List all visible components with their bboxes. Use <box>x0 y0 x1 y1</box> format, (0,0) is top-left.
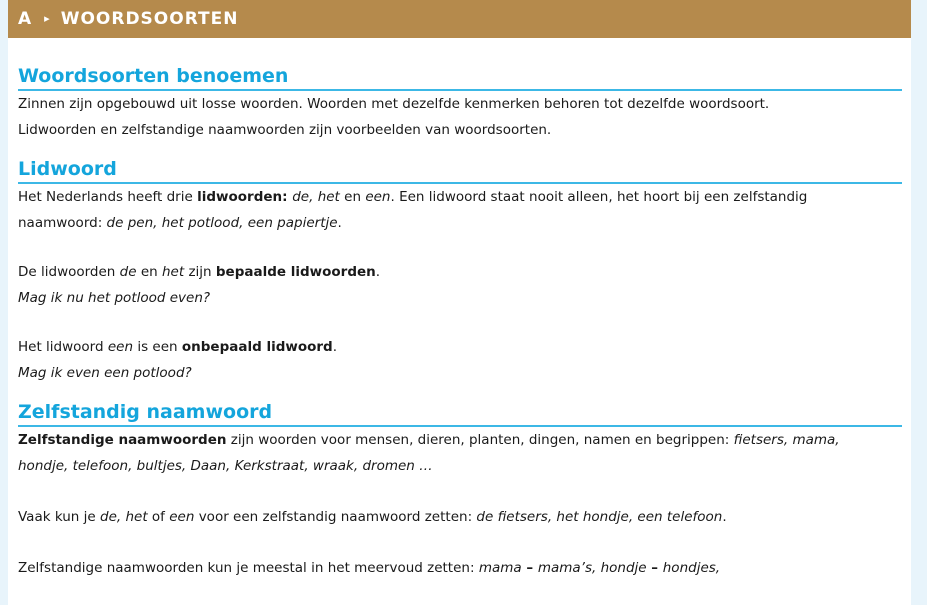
paragraph-line: Zelfstandige naamwoorden kun je meestal in het meervoud zetten: mama – mama’s, hondje – hondjes, <box>18 560 721 576</box>
chapter-banner <box>8 0 911 38</box>
document-content <box>18 64 902 581</box>
section-heading-zelfstandig-naamwoord: Zelfstandig naamwoord <box>18 400 902 427</box>
example-sentence: Mag ik even een potlood? <box>18 365 192 381</box>
paragraph-line: Het Nederlands heeft drie lidwoorden: de, het en een. Een lidwoord staat nooit alleen, het hoort bij een zelfstandig <box>18 189 808 205</box>
section-heading-lidwoord: Lidwoord <box>18 157 902 184</box>
paragraph-line: De lidwoorden de en het zijn bepaalde lidwoorden. <box>18 264 381 280</box>
paragraph-line: Lidwoorden en zelfstandige naamwoorden zijn voorbeelden van woordsoorten. <box>18 122 552 138</box>
paragraph-line: Zinnen zijn opgebouwd uit losse woorden. Woorden met dezelfde kenmerken behoren tot dezelfde woordsoort. <box>18 96 770 112</box>
banner-heading: WOORDSOORTEN <box>60 9 239 29</box>
paragraph-line: Het lidwoord een is een onbepaald lidwoord. <box>18 339 337 355</box>
banner-letter: A <box>18 9 33 29</box>
paragraph-line: naamwoord: de pen, het potlood, een papiertje. <box>18 215 342 231</box>
arrow-right-icon: ▸ <box>44 12 51 25</box>
paragraph-line: Vaak kun je de, het of een voor een zelfstandig naamwoord zetten: de fietsers, het hondje, een telefoon. <box>18 509 727 525</box>
document-page <box>8 0 911 605</box>
example-sentence: Mag ik nu het potlood even? <box>18 290 211 306</box>
section-heading-woordsoorten: Woordsoorten benoemen <box>18 64 902 91</box>
banner-title <box>18 0 238 38</box>
paragraph-line: Zelfstandige naamwoorden zijn woorden voor mensen, dieren, planten, dingen, namen en begrippen: fietsers, mama, <box>18 432 840 448</box>
paragraph-line: hondje, telefoon, bultjes, Daan, Kerkstraat, wraak, dromen … <box>18 458 433 474</box>
